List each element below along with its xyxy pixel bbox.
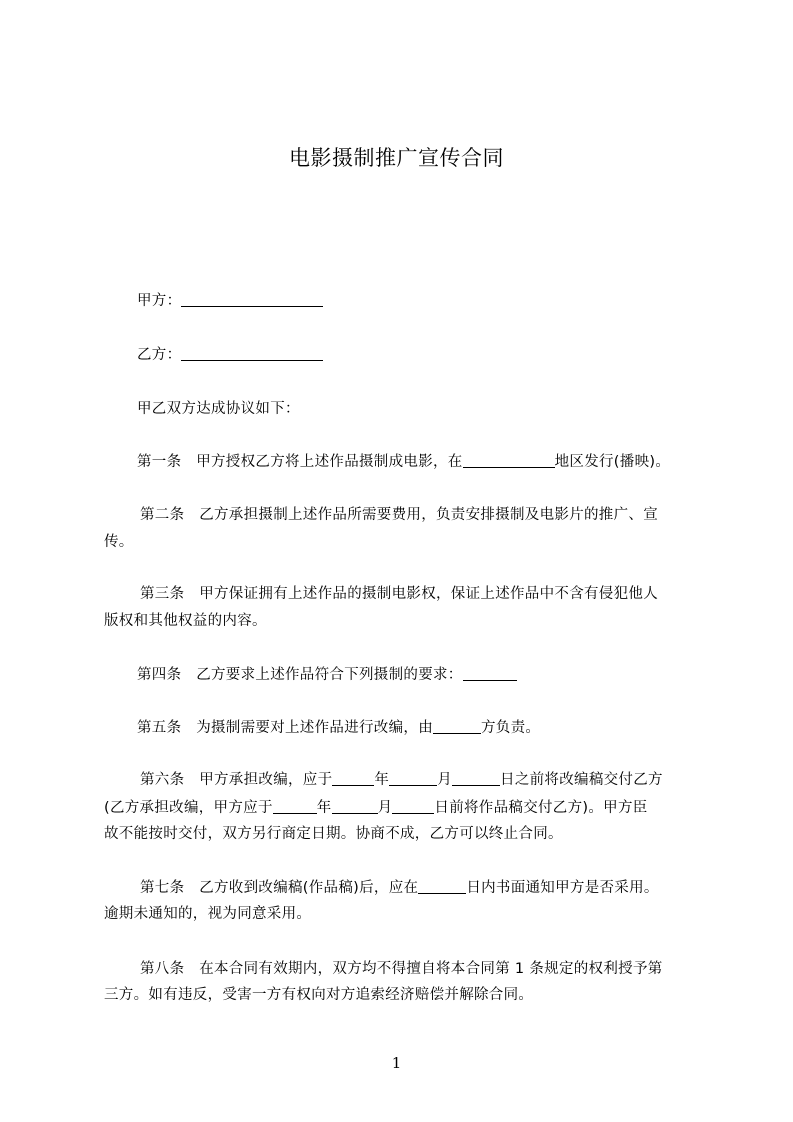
clause-8-line-2: 三方。如有违反，受害一方有权向对方追索经济赔偿并解除合同。	[104, 987, 534, 1003]
clause-6-line2-year-blank[interactable]	[273, 797, 317, 814]
party-a-line	[137, 286, 323, 316]
clause-6-line2-month-blank[interactable]	[332, 797, 378, 814]
clause-6-day-blank[interactable]	[452, 769, 500, 786]
clause-5-prefix: 第五条 为摄制需要对上述作品进行改编，由	[137, 720, 433, 736]
clause-1-suffix: 地区发行(播映)。	[554, 454, 671, 470]
clause-7-line-2: 逾期未通知的，视为同意采用。	[104, 906, 312, 922]
party-a-blank[interactable]	[181, 290, 323, 307]
clause-6-month-label: 月	[437, 772, 453, 788]
clause-6-line2-month-label: 月	[377, 800, 393, 816]
clause-7-text-a: 第七条 乙方收到改编稿(作品稿)后，应在	[140, 880, 419, 896]
clause-6-year-label: 年	[374, 772, 390, 788]
clause-2-line-2: 传。	[104, 534, 134, 550]
clause-6-line-3: 故不能按时交付，双方另行商定日期。协商不成，乙方可以终止合同。	[104, 826, 563, 842]
clause-2-line-1: 第二条 乙方承担摄制上述作品所需要费用，负责安排摄制及电影片的推广、宣	[140, 507, 658, 523]
clause-3-line-2: 版权和其他权益的内容。	[104, 613, 267, 629]
document-title: 电影摄制推广宣传合同	[289, 146, 504, 170]
clause-6-year-blank[interactable]	[332, 769, 374, 786]
party-b-line	[137, 340, 323, 370]
clause-5-suffix: 方负责。	[481, 720, 541, 736]
clause-6-line2-text-d: 日前将作品稿交付乙方)。甲方臣	[434, 800, 648, 816]
clause-6-line-1	[140, 765, 663, 795]
clause-3-line-1: 第三条 甲方保证拥有上述作品的摄制电影权，保证上述作品中不含有侵犯他人	[140, 586, 658, 602]
clause-6-text-a: 第六条 甲方承担改编，应于	[140, 772, 333, 788]
clause-1	[137, 447, 670, 477]
clause-4-requirement-blank[interactable]	[463, 664, 517, 681]
clause-6-text-d: 日之前将改编稿交付乙方	[500, 772, 663, 788]
clause-6-line2-text-a: (乙方承担改编，甲方应于	[104, 800, 273, 816]
clause-1-prefix: 第一条 甲方授权乙方将上述作品摄制成电影，在	[137, 454, 463, 470]
clause-1-region-blank[interactable]	[463, 451, 555, 468]
clause-6-line2-day-blank[interactable]	[392, 797, 434, 814]
clause-4-prefix: 第四条 乙方要求上述作品符合下列摄制的要求：	[137, 667, 463, 683]
clause-8-line-1: 第八条 在本合同有效期内，双方均不得擅自将本合同第 1 条规定的权利授予第	[140, 961, 663, 977]
clause-5	[137, 713, 540, 743]
clause-7-text-b: 日内书面通知甲方是否采用。	[466, 880, 659, 896]
clause-6-line2-year-label: 年	[316, 800, 332, 816]
party-b-label: 乙方：	[137, 347, 182, 363]
party-b-blank[interactable]	[181, 344, 323, 361]
party-a-label: 甲方：	[137, 293, 182, 309]
clause-7-days-blank[interactable]	[418, 877, 466, 894]
intro-line: 甲乙双方达成协议如下：	[137, 401, 300, 417]
clause-6-month-blank[interactable]	[389, 769, 437, 786]
clause-4	[137, 660, 517, 690]
page-number: 1	[391, 1054, 402, 1072]
clause-5-party-blank[interactable]	[433, 717, 481, 734]
